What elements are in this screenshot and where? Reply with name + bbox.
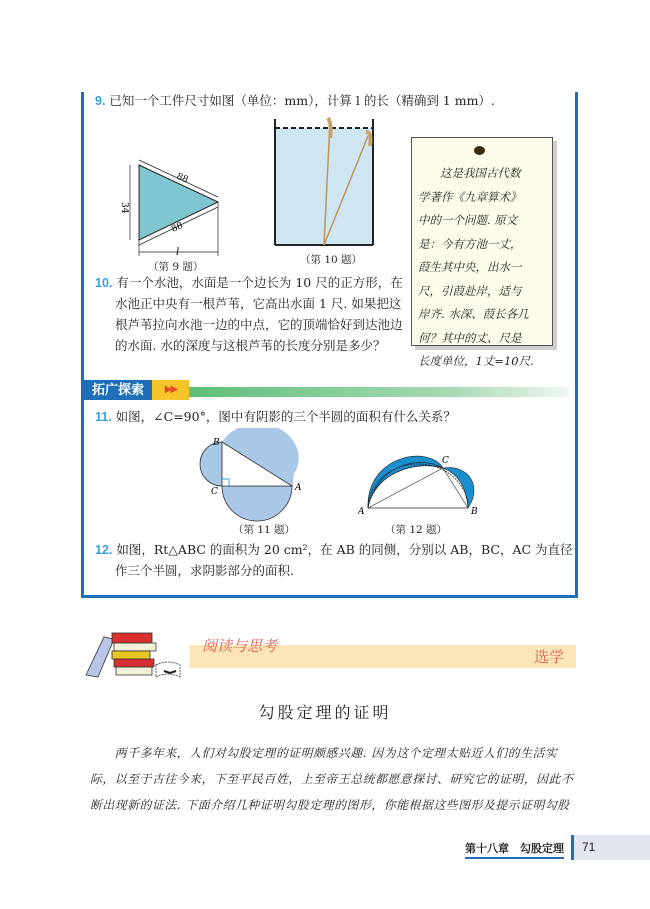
question-10-line: 根芦苇拉向水池一边的中点，它的顶端恰好到达池边 xyxy=(115,317,403,332)
extension-label: 拓广探索 xyxy=(84,380,152,400)
banner-gradient-bar xyxy=(189,387,569,397)
figure-q9-kite xyxy=(118,158,238,258)
svg-text:A: A xyxy=(358,507,365,516)
dim-bottom: 88 xyxy=(170,220,185,235)
question-10-line: 的水面. 水的深度与这根芦苇的长度分别是多少？ xyxy=(115,338,386,353)
question-12-line: 作三个半圆，求阴影部分的面积. xyxy=(115,563,294,578)
question-10-line: 水池正中央有一根芦苇，它高出水面 1 尺. 如果把这 xyxy=(115,296,402,311)
caption-q9: （第 9 题） xyxy=(148,261,204,273)
question-number: 9. xyxy=(95,94,106,108)
paragraph-line: 际，以至于古往今来，下至平民百姓，上至帝王总统都愿意探讨、研究它的证明，因此不 xyxy=(90,772,574,786)
figure-q10-pond xyxy=(272,114,378,248)
svg-text:C: C xyxy=(442,456,449,466)
svg-text:B: B xyxy=(213,438,220,448)
note-card xyxy=(411,137,553,368)
question-number: 11. xyxy=(95,410,112,424)
question-10: 10. 有一个水池，水面是一个边长为 10 尺的正方形，在 xyxy=(95,275,403,290)
optional-tag: 选学 xyxy=(534,649,565,666)
books-icon xyxy=(84,625,194,680)
page-number: 71 xyxy=(574,835,650,860)
paragraph-line: 断出现新的证法. 下面介绍几种证明勾股定理的图形，你能根据这些图形及提示证明勾股 xyxy=(90,798,570,812)
question-9 xyxy=(95,91,495,111)
caption-q12: （第 12 题） xyxy=(385,524,448,536)
caption-q11: （第 11 题） xyxy=(233,524,296,536)
caption-q10: （第 10 题） xyxy=(300,254,363,266)
dim-top: 88 xyxy=(174,171,190,186)
essay-title: 勾股定理的证明 xyxy=(258,703,392,722)
extension-banner xyxy=(84,380,572,400)
paragraph-line: 两千多年来，人们对勾股定理的证明颇感兴趣. 因为这个定理太贴近人们的生活实 xyxy=(90,746,558,760)
dim-left: 34 xyxy=(119,202,129,214)
svg-text:B: B xyxy=(471,507,478,516)
svg-text:C: C xyxy=(211,487,218,497)
chapter-label: 第十八章 勾股定理 xyxy=(465,840,564,859)
question-12: 12. 如图，Rt△ABC 的面积为 20 cm²，在 AB 的同侧，分别以 AB，BC，AC 为直径 xyxy=(95,542,573,557)
question-number: 10. xyxy=(95,276,113,290)
question-11: 11. 如图，∠C=90°，图中有阴影的三个半圆的面积有什么关系？ xyxy=(95,409,456,424)
question-text: 已知一个工件尺寸如图（单位：mm），计算 l 的长（精确到 1 mm）. xyxy=(109,93,495,108)
svg-text:A: A xyxy=(295,483,302,493)
pin-icon xyxy=(474,146,485,155)
double-arrow-icon: ▶▶ xyxy=(152,380,189,400)
note-text: 这是我国古代数 学著作《九章算术》 中的一个问题. 原文 是：今有方池一丈， 葭生其中央，出水一 尺，引葭赴岸，适与 岸齐. 水深、葭长各几 何？其中的丈、尺是 长度单位，1丈=10尺. xyxy=(418,166,534,368)
figure-q11-semicircles xyxy=(196,428,306,523)
figure-q12-lunes xyxy=(358,446,483,516)
question-number: 12. xyxy=(95,543,113,557)
dim-base: l xyxy=(176,247,180,258)
reading-section-title: 阅读与思考 xyxy=(202,638,278,655)
